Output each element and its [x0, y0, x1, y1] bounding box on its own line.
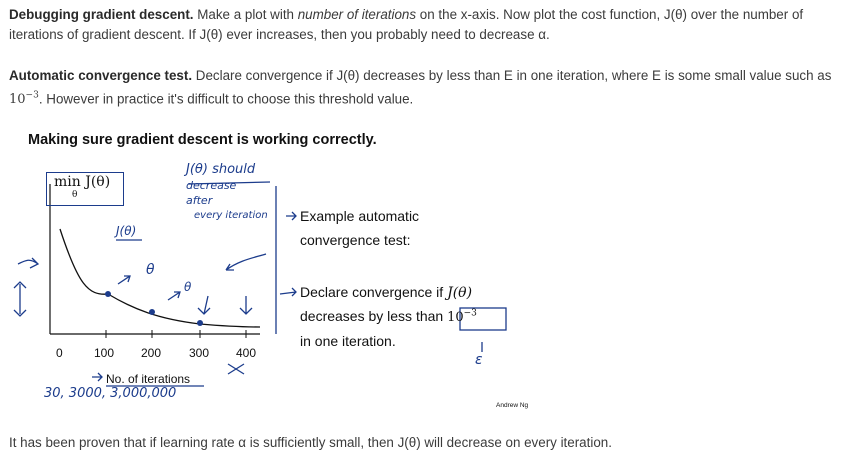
x-tick-0: 0: [56, 346, 63, 360]
hw-theta-2: θ: [184, 280, 192, 294]
p1-italic: number of iterations: [297, 7, 417, 22]
hw-right-arrow-2: [280, 288, 296, 296]
p1-text-1: Make a plot with: [193, 7, 298, 22]
x-tick-100: 100: [94, 346, 115, 360]
threshold-math: $10^{-3}$: [9, 91, 39, 108]
x-tick-400: 400: [236, 346, 257, 360]
p1-text-2: on the x-axis. Now plot the cost function, J(θ) over the number of iterations of gradient descent. If J(θ) ever increases, then you probably need to decrease α.: [9, 7, 804, 42]
hw-arrow-small-1: [118, 276, 130, 284]
hw-epsilon: ε: [475, 352, 483, 368]
lecture-slide: [8, 124, 540, 418]
curve-point-2: [149, 309, 155, 315]
hw-arrow-down-2: [240, 296, 252, 314]
hw-arrow-down-1: [198, 296, 210, 314]
hw-theta-1: θ: [146, 262, 155, 278]
p2-text-2: . However in practice it's difficult to choose this threshold value.: [38, 91, 414, 107]
x-tick-300: 300: [189, 346, 210, 360]
x-axis-label: No. of iterations: [106, 372, 191, 386]
hw-left-arrow-2: [14, 282, 26, 316]
hw-right-arrow-1: [286, 212, 296, 220]
paragraph-convergence: [9, 66, 839, 110]
p2-text-1: Declare convergence if J(θ) decreases by less than E in one iteration, where E is some small value such as: [192, 68, 832, 83]
hw-bottom-iterations: 30, 3000, 3,000,000: [44, 386, 177, 401]
theta-subscript: θ: [72, 190, 78, 200]
paragraph-debugging: [9, 5, 839, 45]
cost-curve: [60, 229, 260, 327]
convergence-heading: Automatic convergence test.: [9, 68, 193, 83]
hw-note-3: after: [186, 194, 213, 207]
right-text-1b: convergence test:: [300, 232, 411, 248]
right-text-2b: decreases by less than $10^{-3}$: [300, 308, 477, 325]
debugging-heading: Debugging gradient descent.: [9, 7, 194, 22]
curve-point-1: [105, 291, 111, 297]
slide-drawing: [8, 124, 540, 418]
min-j-label: min J(θ): [54, 174, 111, 190]
slide-title: Making sure gradient descent is working correctly.: [28, 132, 377, 148]
hw-arrow-curve: [226, 254, 266, 270]
hw-left-arrow-1: [18, 258, 38, 268]
slide-credit: Andrew Ng: [496, 402, 529, 409]
curve-point-3: [197, 320, 203, 326]
hw-note-2: decrease: [186, 179, 237, 192]
hw-arrow-small-2: [168, 292, 180, 300]
hw-j-theta: J(θ): [116, 224, 137, 238]
right-text-2c: in one iteration.: [300, 333, 396, 349]
x-tick-200: 200: [141, 346, 162, 360]
hw-cross: [228, 364, 244, 374]
right-text-1a: Example automatic: [300, 208, 420, 224]
hw-note-1: J(θ) should: [186, 162, 256, 177]
hw-xlabel-arrow: [92, 373, 102, 381]
paragraph-proof: It has been proven that if learning rate α is sufficiently small, then J(θ) will decrease on every iteration.: [9, 435, 612, 450]
right-text-2a: Declare convergence if J(θ): [300, 284, 473, 301]
hw-note-4: every iteration: [194, 210, 268, 221]
